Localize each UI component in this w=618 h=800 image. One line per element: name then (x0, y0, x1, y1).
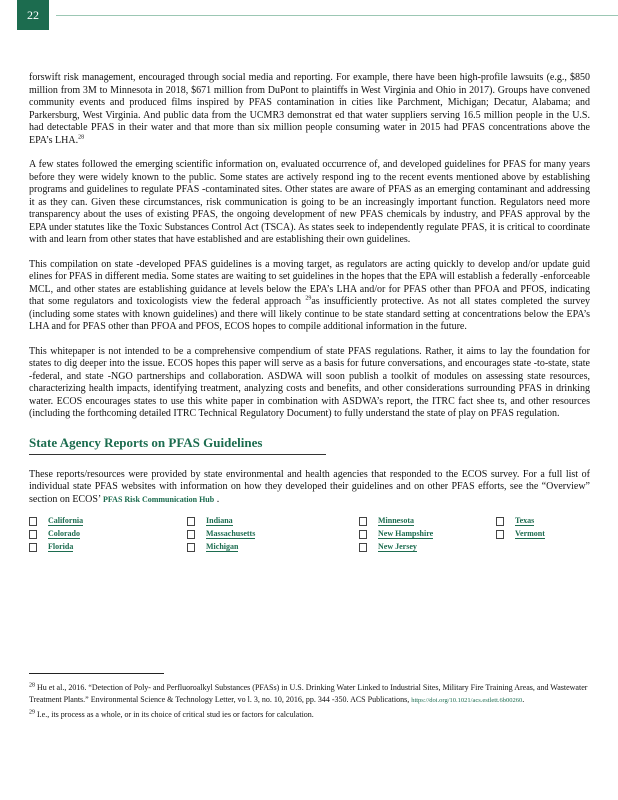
paragraph-4: This whitepaper is not intended to be a comprehensive compendium of state PFAS regulations. Rather, it aims to lay the foundation for states to dig deeper into the issue. ECOS hopes this paper will serve as a basis for future conversations, and encourages state -to-state, state -federal, and state -NGO partnerships and collaboration. ASDWA will soon publish a toolkit of modules on assessing state resources, characterizing health impacts, identifying treatment, analyzing costs and benefits, and other considerations surrounding PFAS in drinking water. ECOS encourages states to use this white paper in combination with ASDWA’s report, the ITRC fact shee ts, and other resources (including the forthcoming detailed ITRC Technical Regulatory Document) to fully understand the state of play on PFAS regulation. (29, 345, 590, 419)
state-item-minnesota[interactable] (359, 516, 496, 526)
state-item-texas[interactable] (496, 516, 576, 526)
paragraph-1-text: forswift risk management, encouraged through social media and reporting. For example, there have been high-profile lawsuits (e.g., $850 million from 3M to Minnesota in 2018, $671 million from DuPont to plaintiffs in West Virginia and Ohio in 2017). Groups have convened community events and produced films inspired by PFAS contamination in cities like Parchment, Michigan; Decatur, Alabama; and Parkersburg, West Virginia. And public data from the UCMR3 demonstrat ed that water suppliers serving 16.5 million people in the U.S. had detectable PFAS in their water and that more than six million people consuming water in 2015 had PFAS concentrations above the EPA’s LHA. (29, 72, 590, 146)
paragraph-1 (29, 72, 590, 147)
footnote-text: I.e., its process as a whole, or in its choice of critical stud ies or factors for calculation. (37, 710, 314, 719)
state-link[interactable]: Florida (48, 542, 74, 551)
checkbox-icon (496, 530, 504, 539)
footnote-ref-28[interactable]: 28 (78, 134, 85, 141)
pfas-hub-link[interactable]: PFAS Risk Communication Hub (102, 494, 215, 504)
checkbox-icon (359, 530, 367, 539)
state-link[interactable]: Michigan (206, 542, 239, 551)
state-item-massachusetts[interactable] (187, 529, 359, 539)
checkbox-icon (187, 517, 195, 526)
state-link[interactable]: New Jersey (378, 542, 417, 551)
checkbox-icon (29, 530, 37, 539)
paragraph-3 (29, 259, 590, 334)
checkbox-icon (359, 543, 367, 552)
state-link[interactable]: Colorado (48, 529, 80, 538)
footnote-ref-29[interactable]: 29 (305, 295, 312, 302)
state-item-florida[interactable] (29, 542, 187, 552)
section-heading: State Agency Reports on PFAS Guidelines (29, 434, 263, 450)
footnote-29 (29, 709, 590, 721)
checkbox-icon (29, 543, 37, 552)
state-item-vermont[interactable] (496, 529, 576, 539)
state-item-indiana[interactable] (187, 516, 359, 526)
state-link[interactable]: Texas (515, 516, 535, 525)
state-link[interactable]: Vermont (515, 529, 545, 538)
state-list (29, 516, 590, 552)
state-link[interactable]: Indiana (206, 516, 233, 525)
checkbox-icon (496, 517, 504, 526)
doi-link[interactable]: https://doi.org/10.1021/acs.estlett.6b00260 (411, 697, 523, 704)
footnotes (29, 682, 590, 723)
state-link[interactable]: California (48, 516, 84, 525)
checkbox-icon (359, 517, 367, 526)
paragraph-2: A few states followed the emerging scientific information on, evaluated occurrence of, and developed guidelines for PFAS for many years before they were widely known to the public. Some states are actively respond ing to the recent events mentioned above by establishing programs and guidelines to regulate PFAS -contaminated sites. Other states are aware of PFAS as an emerging contaminant and addressing it as they can. Given these circumstances, risk communication is going to be an increasingly important function. Regulators need more transparency about the uses of existing PFAS, the ongoing development of new PFAS chemicals by industry, and PFAS approval by the EPA under statutes like the Toxic Substances Control Act (TSCA). As states seek to independently regulate PFAS, it is critical to coordinate with and learn from other states that have established and are establishing their own guidelines. (29, 159, 590, 245)
footnote-number: 28 (29, 682, 35, 689)
state-item-michigan[interactable] (187, 542, 359, 552)
checkbox-icon (187, 530, 195, 539)
paragraph-3-text-a: This compilation on state -developed PFAS guidelines is a moving target, as regulators are acting quickly to develop and/or update guid elines for PFAS in different media. Some states are waiting to set guidelines in the hopes that the EPA will establish a federally -enforceable MCL, and other states are establishing guidance at levels below the EPA’s LHA and/or for PFAS other than PFOA and PFOS, indicating that some regulators and toxicologists view the federal approach (29, 258, 590, 307)
state-link[interactable]: Massachusetts (206, 529, 256, 538)
section-intro-text: These reports/resources were provided by state environmental and health agencies that responded to the ECOS survey. For a full list of individual state PFAS websites with information on how they developed their guidelines and on other PFAS efforts, see the “Overview” section on ECOS’ (29, 468, 590, 505)
footnote-rule (29, 673, 164, 674)
checkbox-icon (29, 517, 37, 526)
page-number: 22 (17, 0, 49, 30)
state-link[interactable]: Minnesota (378, 516, 414, 525)
section-intro (29, 469, 590, 507)
checkbox-icon (187, 543, 195, 552)
footnote-28 (29, 682, 590, 707)
state-link[interactable]: New Hampshire (378, 529, 434, 538)
state-item-california[interactable] (29, 516, 187, 526)
state-item-new-hampshire[interactable] (359, 529, 496, 539)
footnote-text: Hu et al., 2016. “Detection of Poly- and Perfluoroalkyl Substances (PFASs) in U.S. Drinking Water Linked to Industrial Sites, Military Fire Training Areas, and Wastewater Treatment Plants.” Environmental Science & Technology Letter, vo l. 3, no. 10, 2016, pp. 344 -350. ACS Publications, (29, 683, 588, 704)
header-rule (56, 15, 618, 16)
paragraph-3-text-b: as insufficiently protective. As not all states completed the survey (including some states with known guidelines) and there will likely continue to be state standard setting at concentrations below the EPA’s LHA and for PFAS other than PFOA and PFOS, ECOS hopes to compile additional information in the future. (29, 296, 591, 332)
state-item-new-jersey[interactable] (359, 542, 496, 552)
section-intro-end: . (216, 493, 220, 505)
state-item-colorado[interactable] (29, 529, 187, 539)
footnote-number: 29 (29, 709, 35, 716)
main-content (29, 72, 590, 552)
section-heading-rule (29, 454, 326, 455)
footnote-end: . (522, 695, 525, 704)
